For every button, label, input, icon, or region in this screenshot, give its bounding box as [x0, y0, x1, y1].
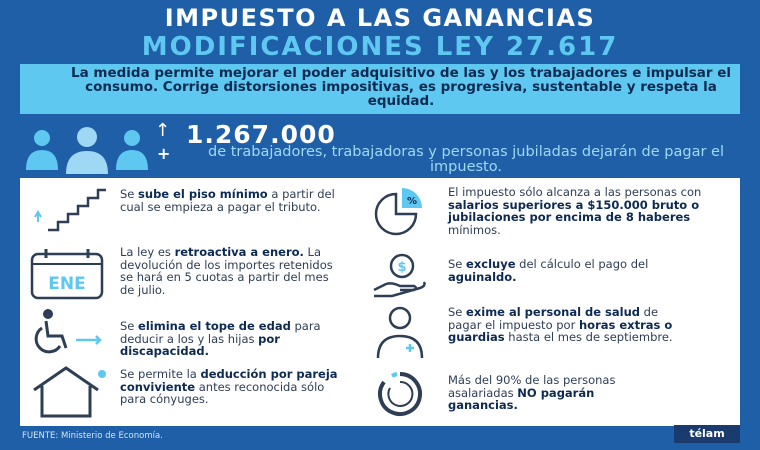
bold-text-run: retroactiva a enero. — [174, 245, 304, 259]
title-line-1: IMPUESTO A LAS GANANCIAS — [164, 4, 596, 32]
measure-text — [120, 368, 350, 406]
measure-aguinaldo — [370, 250, 738, 300]
up-arrow-icon: ↑ — [155, 120, 171, 141]
measure-threshold — [370, 184, 738, 240]
percent-pie-icon — [370, 184, 430, 236]
wheelchair-icon — [28, 306, 108, 356]
measure-disability — [28, 306, 368, 356]
text-run: Más del 90% de las personas asalariadas — [448, 373, 616, 400]
bold-text-run: salarios superiores a $150.000 bruto o jubilaciones por encima de 8 haberes — [448, 197, 700, 224]
text-run: Se — [120, 187, 139, 201]
text-run: de pagar el impuesto por — [448, 305, 659, 332]
text-run: Se — [120, 319, 139, 333]
text-run: La devolución de los importes retenidos se hará en 5 cuotas a partir del mes de julio. — [120, 245, 333, 297]
stat-block — [0, 114, 760, 176]
text-run: antes reconocida sólo para cónyuges. — [120, 379, 325, 406]
stat-number: 1.267.000 — [186, 120, 336, 149]
summary-band — [20, 64, 740, 114]
measure-text — [448, 258, 668, 283]
header — [0, 0, 760, 64]
bold-text-run: exime al personal de salud — [466, 305, 641, 319]
health-worker-icon — [370, 304, 430, 360]
text-run: mínimos. — [448, 222, 501, 237]
source-note: FUENTE: Ministerio de Economía. — [22, 431, 163, 441]
measure-majority — [370, 368, 738, 424]
measure-text — [448, 374, 668, 412]
ring-progress-icon — [370, 368, 430, 420]
measure-text — [120, 246, 340, 296]
measures-panel — [20, 178, 740, 426]
bold-text-run: aguinaldo. — [448, 269, 517, 284]
measure-health-staff — [370, 304, 738, 360]
bold-text-run: NO pagarán ganancias. — [448, 385, 595, 412]
bold-text-run: horas extras o guardias — [448, 317, 673, 344]
telam-logo: télam — [674, 425, 740, 443]
measure-partner-deduction — [28, 364, 368, 420]
money-hand-icon — [370, 250, 430, 300]
calendar-label: ENE — [48, 274, 86, 294]
text-run: El impuesto sólo alcanza a las personas con — [448, 185, 702, 199]
text-run: hasta el mes de septiembre. — [504, 330, 673, 344]
title-line-2: MODIFICACIONES LEY 27.617 — [141, 32, 619, 62]
calendar-icon — [28, 244, 108, 300]
measure-text — [120, 188, 350, 213]
text-run: Se — [448, 257, 467, 271]
measure-text — [448, 186, 738, 236]
bold-text-run: sube el piso mínimo — [138, 187, 268, 201]
text-run: Se permite la — [120, 367, 201, 381]
percent-label: % — [406, 196, 418, 207]
text-run: del cálculo el pago del — [515, 257, 649, 271]
measure-text — [448, 306, 673, 344]
bold-text-run: elimina el tope de edad — [138, 319, 291, 333]
bold-text-run: deducción por pareja conviviente — [120, 367, 338, 394]
measure-retroactive — [28, 244, 368, 302]
bold-text-run: por discapacidad. — [120, 331, 280, 358]
measure-text — [120, 320, 360, 358]
measure-minimum-floor — [28, 184, 368, 240]
people-group-icon — [22, 126, 152, 176]
text-run: para deducir a los y las hijas — [120, 319, 321, 346]
text-run: La ley es — [120, 245, 175, 259]
svg-text:$: $ — [397, 260, 407, 275]
bold-text-run: excluye — [466, 257, 516, 271]
house-icon — [28, 364, 108, 420]
text-run: Se — [448, 305, 467, 319]
stairs-icon — [28, 184, 108, 236]
stat-description: de trabajadores, trabajadoras y personas jubiladas dejarán de pagar el impuesto. — [208, 144, 724, 175]
text-run: a partir del cual se empieza a pagar el tributo. — [120, 187, 335, 214]
plus-icon: + — [157, 144, 171, 163]
summary-text: La medida permite mejorar el poder adquisitivo de las y los trabajadores e impulsar el consumo. Corrige distorsiones impositivas, es progresiva, sustentable y respeta la equidad. — [70, 65, 731, 109]
